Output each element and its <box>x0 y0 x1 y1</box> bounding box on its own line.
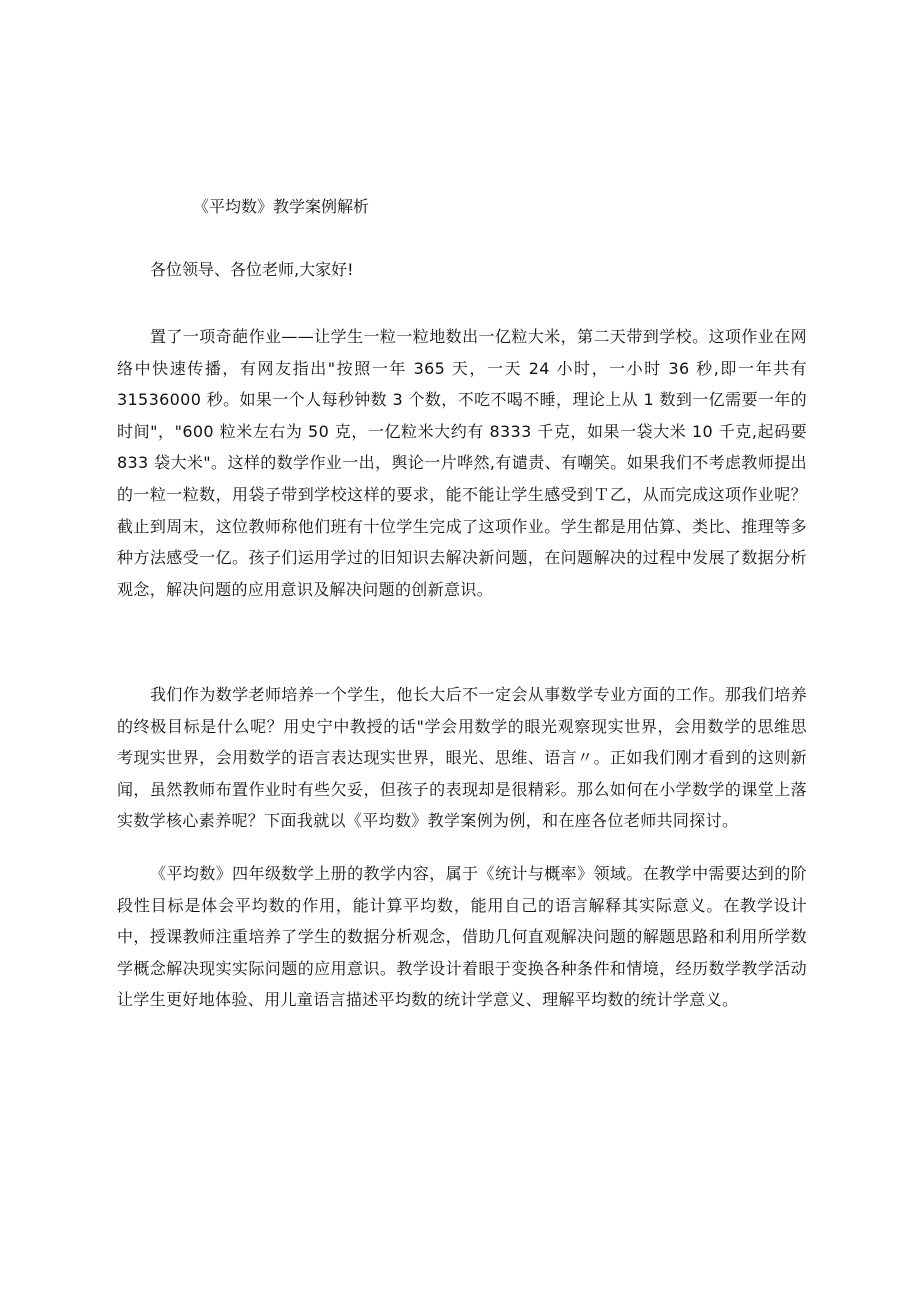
paragraph-homework-story: 置了一项奇葩作业——让学生一粒一粒地数出一亿粒大米，第二天带到学校。这项作业在网络中快速传播，有网友指出"按照一年 365 天，一天 24 小时，一小时 36 秒,即一年共有 31536000 秒。如果一个人每秒钟数 3 个数，不吃不喝不睡，理论上从 1 数到一亿需要一年的时间"，"600 粒米左右为 50 克，一亿粒米大约有 8333 千克，如果一袋大米 10 千克,起码要 833 袋大米"。这样的数学作业一出，舆论一片哗然,有谴责、有嘲笑。如果我们不考虑教师提出的一粒一粒数，用袋子带到学校这样的要求，能不能让学生感受到Ｔ乙，从而完成这项作业呢？截止到周末，这位教师称他们班有十位学生完成了这项作业。学生都是用估算、类比、推理等多种方法感受一亿。孩子们运用学过的旧知识去解决新问题，在问题解决的过程中发展了数据分析观念，解决问题的应用意识及解决问题的创新意识。 <box>117 327 807 599</box>
document-title: 《平均数》教学案例解析 <box>193 197 370 216</box>
paragraph-core-literacy: 我们作为数学老师培养一个学生，他长大后不一定会从事数学专业方面的工作。那我们培养的终极目标是什么呢？用史宁中教授的话"学会用数学的眼光观察现实世界，会用数学的思维思考现实世界，会用数学的语言表达现实世界，眼光、思维、语言〃。正如我们刚才看到的这则新闻，虽然教师布置作业时有些欠妥，但孩子的表现却是很精彩。那么如何在小学数学的课堂上落实数学核心素养呢？下面我就以《平均数》教学案例为例，和在座各位老师共同探讨。 <box>117 685 807 831</box>
paragraph-average-lesson: 《平均数》四年级数学上册的教学内容，属于《统计与概率》领域。在教学中需要达到的阶段性目标是体会平均数的作用，能计算平均数，能用自己的语言解释其实际意义。在教学设计中，授课教师注重培养了学生的数据分析观念，借助几何直观解决问题的解题思路和利用所学数学概念解决现实实际问题的应用意识。教学设计着眼于变换各种条件和情境，经历数学教学活动让学生更好地体验、用儿童语言描述平均数的统计学意义、理解平均数的统计学意义。 <box>117 864 807 1010</box>
greeting-line: 各位领导、各位老师,大家好! <box>150 260 354 279</box>
